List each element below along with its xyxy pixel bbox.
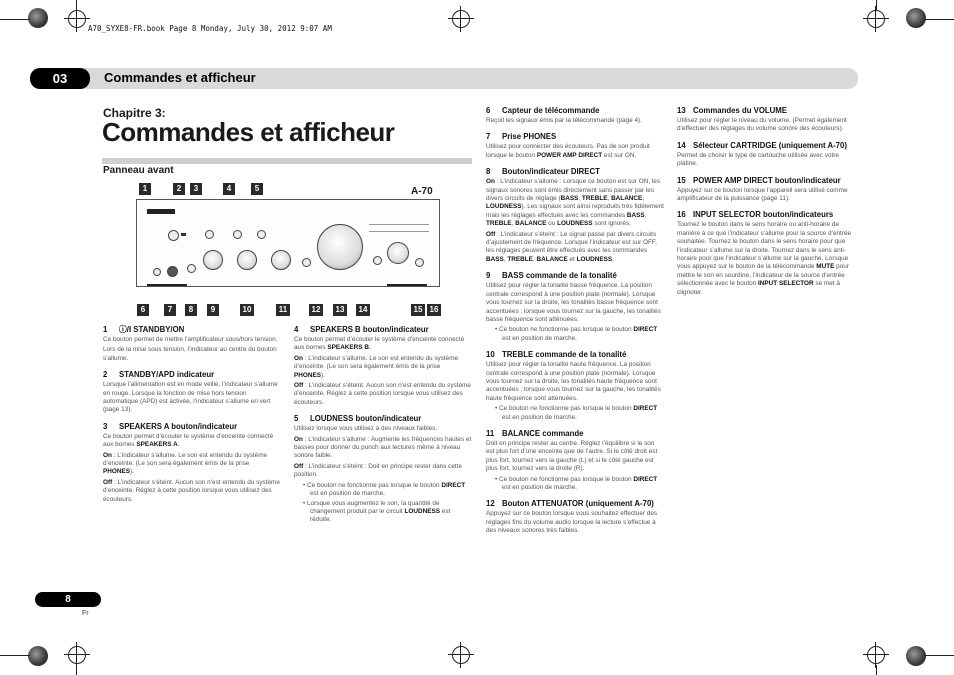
item-number: 2 [103,370,108,380]
item-paragraph: Appuyez sur ce bouton lorsque l’appareil sera utilisé comme amplificateur de la puissance (page 11). [677,186,848,203]
callout-15: 15 [411,304,425,316]
callout-10: 10 [240,304,254,316]
item-number: 10 [486,350,495,360]
item-title: Capteur de télécommande [502,106,600,115]
callout-2: 2 [173,183,185,195]
item-number: 5 [294,414,299,424]
remote-sensor [153,268,161,276]
text-column-1 [103,325,281,506]
brand-logo [147,209,175,214]
item-heading [103,325,281,334]
item-title: Bouton/indicateur DIRECT [502,167,600,177]
crop-mark [448,642,474,668]
language-code: Fr [82,610,89,617]
text-column-2 [294,325,472,526]
standby-apd-indicator [181,233,186,236]
item-number: 16 [677,210,686,220]
item-heading [486,350,664,359]
volume-knob [317,224,363,270]
item-title: Prise PHONES [502,132,557,142]
crop-line [876,0,877,10]
speakers-b-button [233,230,242,239]
balance-knob [271,250,291,270]
attenuator-button [302,258,311,267]
item-title: TREBLE commande de la tonalité [502,350,627,360]
crop-line [76,0,77,10]
item-paragraph: Permet de choisir le type de cartouche utilisée avec votre platine. [677,151,839,168]
callout-13: 13 [333,304,347,316]
item-paragraph: Utilisez pour régler le niveau du volume. (Permet également d’effectuer des réglages du volume sonore des écouteurs). [677,117,847,133]
crop-line [76,665,77,675]
item-title: Sélecteur CARTRIDGE (uniquement A-70) [693,140,847,150]
item-paragraph: Doit en principe rester au centre. Réglez l’équilibre si le son est plus fort d’une enceinte que de l’autre. Si le côté droit est plus fort, tournez vers la gauche (L) et si le côté gauche est plus fort, tournez vers la droite (R). [486,439,658,473]
callout-12: 12 [309,304,323,316]
registration-dot [28,8,48,28]
item-heading [103,370,281,379]
panel-foot [387,284,427,286]
registration-dot [906,646,926,666]
item-number: 9 [486,271,491,281]
callout-3: 3 [190,183,202,195]
item-paragraph: On : L’indicateur s’allume : Augmente les fréquences hautes et basses pour donner du punch aux lectures même à niveau sonore faible. [294,435,472,460]
item-heading [677,176,855,185]
item-paragraph: On : L’indicateur s’allume : Lorsque ce bouton est sur ON, les signaux sonores sont émis directement sans passer par les divers circuits de réglage (BASS, TREBLE, BALANCE, LOUDNESS). Les signaux sont ainsi reproduits très fidèlement mais les réglages effectués avec les commandes BASS, TREBLE, BALANCE ou LOUDNESS sont ignorés. [486,178,664,228]
model-label: A-70 [411,186,433,197]
callout-6: 6 [137,304,149,316]
item-number: 15 [677,175,686,185]
registration-dot [28,646,48,666]
item-paragraph: Off : L’indicateur s’éteint : Le signal passe par divers circuits d’ajustement de fréquence. Lorsque l’indicateur est sur OFF, les réglages peuvent être effectués avec les commandes BASS, TREBLE, BALANCE et LOUDNESS. [486,230,657,263]
item-number: 3 [103,421,108,431]
amplifier-front-panel [136,199,440,287]
crop-mark [448,6,474,32]
item-bullet: • Ce bouton ne fonctionne pas lorsque le bouton DIRECT est en position de marche. [303,481,466,498]
item-number: 7 [486,132,491,142]
item-paragraph: Ce bouton permet de mettre l’amplificateur sous/hors tension. [103,336,278,343]
item-bullet: • Ce bouton ne fonctionne pas lorsque le bouton DIRECT est en position de marche. [495,405,658,421]
speakers-a-button [205,230,214,239]
bass-knob [203,250,223,270]
page-number: 8 [35,592,101,607]
item-number: 4 [294,325,299,334]
registration-dot [906,8,926,28]
item-number: 12 [486,499,495,509]
item-bullet: • Lorsque vous augmentez le son, la quantité de changement produit par le circuit LOUDNESS est réduite. [303,499,451,524]
item-heading [103,422,281,431]
item-paragraph: Utilisez pour régler la tonalité haute fréquence. La position centrale correspond à une position plate (normale). Lorsque vous tournez sur la droite, les tonalités haute fréquence sont accentuées ; lorsque vous tournez sur la gauche, les tonalités haute fréquence sont atténuées. [486,361,661,402]
panel-foot [147,284,187,286]
item-number: 11 [486,428,495,438]
item-paragraph: On : L’indicateur s’allume. Le son est entendu du système d’enceinte. (Le son sera également émis de la prise PHONES). [294,354,459,379]
item-number: 13 [677,106,686,115]
crop-line [0,655,30,656]
callout-5: 5 [251,183,263,195]
crop-line [876,665,877,675]
item-paragraph: Off : L’indicateur s’éteint. Aucun son n’est entendu du système d’enceinte. Réglez à cette position lorsque vous utilisez des écouteurs. [103,478,280,503]
standby-on-button [168,230,179,241]
item-paragraph: Appuyez sur ce bouton lorsque vous souhaitez effectuer des réglages fins du volume audio lorsque la lecture s’effectue à des niveaux sonores très faibles. [486,510,658,535]
item-title: SPEAKERS B bouton/indicateur [310,325,429,334]
item-heading [294,325,472,334]
item-title: Bouton ATTENUATOR (uniquement A-70) [502,499,654,509]
chapter-label: Chapitre 3: [103,106,166,120]
item-paragraph: Lorsque l’alimentation est en mode veille, l’indicateur s’allume en rouge. Lorsque la fonction de mise hors tension automatique (APD) est activée, l’indicateur s’allume en vert (page 13). [103,381,278,414]
chapter-number-tab: 03 [30,68,90,89]
item-paragraph: Off : L’indicateur s’éteint : Doit en principe rester dans cette position. [294,462,463,479]
crop-mark [64,642,90,668]
item-title: STANDBY/APD indicateur [119,370,215,380]
item-title: ⓘ/I STANDBY/ON [119,325,185,334]
item-title: Commandes du VOLUME [693,106,788,115]
item-heading [486,271,664,280]
panel-heading: Panneau avant [103,165,174,176]
input-indicator-row [369,224,429,232]
treble-knob [237,250,257,270]
item-title: BASS commande de la tonalité [502,271,617,281]
item-paragraph: Ce bouton permet d’écouter le système d’enceinte connecté aux bornes SPEAKERS A. [103,432,274,449]
phones-jack [167,266,178,277]
book-filename: A70_SYXE8-FR.book Page 8 Monday, July 30, 2012 9:07 AM [88,24,332,33]
callout-1: 1 [139,183,151,195]
item-number: 1 [103,325,108,334]
item-number: 14 [677,140,686,150]
callout-14: 14 [356,304,370,316]
item-paragraph: Utilisez pour régler la tonalité basse fréquence. La position centrale correspond à une position plate (normale). Lorsque vous tournez sur la droite, les tonalités basse fréquence sont accentuées ; lorsque vous tournez sur la gauche, les tonalités basse fréquence sont atténuées. [486,282,661,323]
item-title: INPUT SELECTOR bouton/indicateurs [693,210,834,220]
item-paragraph: Tournez le bouton dans le sens horaire ou anti-horaire de manière à ce que l’indicateur s’allume pour la source d’entrée souhaitée. Tournez le bouton dans le sens horaire pour que l’indicateur s’allume sur la droite. Tournez dans le sens anti-horaire pour que l’indicateur s’allume sur la gauche. Lorsque vous appuyez sur le bouton de la télécommande MUTE pour mettre le son en sourdine, l’indicateur de la source d’entrée sélectionnée avec le bouton INPUT SELECTOR se met à clignoter. [677,221,852,296]
section-header-title: Commandes et afficheur [104,70,256,85]
callout-7: 7 [164,304,176,316]
power-amp-direct-button [415,258,424,267]
text-column-3 [486,106,664,538]
crop-line [924,19,954,20]
item-paragraph: Lors de la mise sous tension, l’indicateur au centre du bouton s’allume. [103,346,277,362]
item-title: SPEAKERS A bouton/indicateur [119,421,238,431]
text-column-4 [677,106,855,299]
item-heading [486,429,664,438]
item-paragraph: Ce bouton permet d’écouter le système d’enceinte connecté aux bornes SPEAKERS B. [294,336,465,352]
item-number: 6 [486,106,491,115]
callout-9: 9 [207,304,219,316]
item-bullet: • Ce bouton ne fonctionne pas lorsque le bouton DIRECT est en position de marche. [495,326,658,342]
callout-8: 8 [185,304,197,316]
item-title: POWER AMP DIRECT bouton/indicateur [693,175,841,185]
crop-line [924,655,954,656]
item-paragraph: Utilisez pour connecter des écouteurs. Pas de son produit lorsque le bouton POWER AMP DIRECT est sur ON. [486,143,650,159]
callout-16: 16 [427,304,441,316]
item-paragraph: Reçoit les signaux émis par la télécommande (page 4). [486,117,642,124]
direct-button [187,264,196,273]
callout-11: 11 [276,304,290,316]
item-paragraph: Off : L’indicateur s’éteint. Aucun son n’est entendu du système d’enceinte. Réglez à cette position lorsque vous utilisez des écouteurs. [294,382,471,406]
loudness-button [257,230,266,239]
item-title: BALANCE commande [502,428,584,438]
item-paragraph: On : L’indicateur s’allume. Le son est entendu du système d’enceinte. (Le son sera également émis de la prise PHONES). [103,451,268,476]
callout-4: 4 [223,183,235,195]
cartridge-selector [373,256,382,265]
input-selector-knob [387,242,409,264]
item-heading [677,210,855,219]
item-paragraph: Utilisez lorsque vous utilisez à des niveaux faibles. [294,425,438,433]
item-heading [486,167,664,176]
item-heading [486,106,664,115]
item-number: 8 [486,167,491,177]
item-bullet: • Ce bouton ne fonctionne pas lorsque le bouton DIRECT est en position de marche. [495,475,658,491]
item-heading [677,141,855,150]
crop-mark [64,6,90,32]
item-heading [486,499,664,508]
item-heading [486,132,664,141]
page-title: Commandes et afficheur [102,117,395,147]
item-heading [294,414,472,423]
item-heading [677,106,855,115]
item-title: LOUDNESS bouton/indicateur [310,414,422,424]
crop-line [0,19,30,20]
title-underline [102,158,472,164]
